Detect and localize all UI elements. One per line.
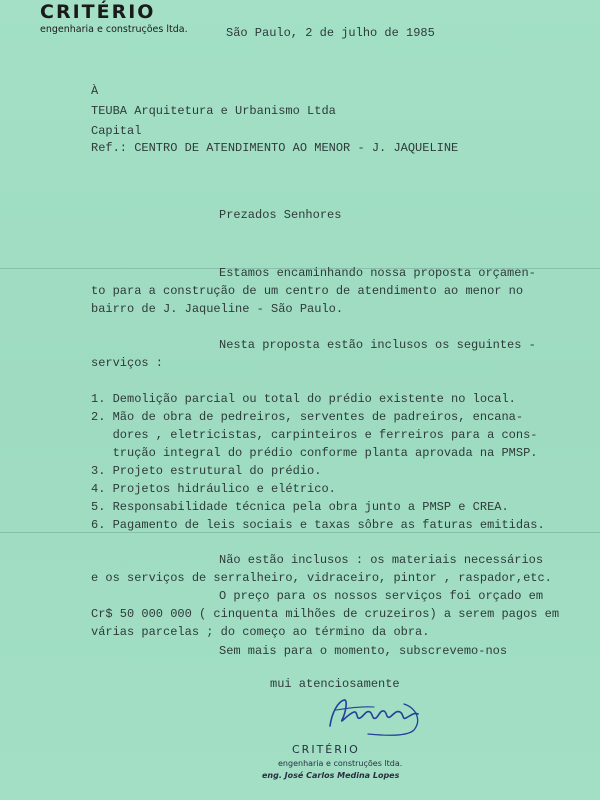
service-item: 2. Mão de obra de pedreiros, serventes de padreiros, encana- — [91, 410, 524, 424]
body-line: O preço para os nossos serviços foi orçado em — [219, 589, 544, 603]
body-line: Estamos encaminhando nossa proposta orçamen- — [219, 266, 536, 280]
fold-line — [0, 532, 600, 533]
service-item: 6. Pagamento de leis sociais e taxas sôbre as faturas emitidas. — [91, 518, 545, 532]
signature-company-name: CRITÉRIO — [292, 743, 360, 756]
signature-company-subtitle: engenharia e construções ltda. — [278, 759, 403, 768]
body-line: serviços : — [91, 356, 164, 370]
body-line: Não estão inclusos : os materiais necessários — [219, 553, 544, 567]
recipient-company: TEUBA Arquitetura e Urbanismo Ltda — [91, 104, 336, 118]
body-line: Nesta proposta estão inclusos os seguintes - — [219, 338, 536, 352]
service-item: 5. Responsabilidade técnica pela obra junto a PMSP e CREA. — [91, 500, 509, 514]
complimentary-close: mui atenciosamente — [270, 677, 400, 691]
salutation: Prezados Senhores — [219, 208, 342, 222]
recipient-city: Capital — [91, 124, 142, 138]
letterhead-company-subtitle: engenharia e construções ltda. — [40, 24, 188, 35]
body-line: bairro de J. Jaqueline - São Paulo. — [91, 302, 344, 316]
recipient-to: À — [91, 84, 99, 98]
body-line: Cr$ 50 000 000 ( cinquenta milhões de cruzeiros) a serem pagos em — [91, 607, 560, 621]
letterhead-company-name: CRITÉRIO — [40, 1, 156, 23]
service-item: trução integral do prédio conforme planta aprovada na PMSP. — [91, 446, 538, 460]
date-line: São Paulo, 2 de julho de 1985 — [226, 26, 435, 40]
signature-engineer-name: eng. José Carlos Medina Lopes — [262, 771, 400, 780]
service-item: 3. Projeto estrutural do prédio. — [91, 464, 322, 478]
handwritten-signature — [318, 690, 428, 738]
service-item: 1. Demolição parcial ou total do prédio existente no local. — [91, 392, 516, 406]
service-item: 4. Projetos hidráulico e elétrico. — [91, 482, 336, 496]
body-line: várias parcelas ; do começo ao término da obra. — [91, 625, 430, 639]
body-line: e os serviços de serralheiro, vidraceiro, pintor , raspador,etc. — [91, 571, 552, 585]
body-line: to para a construção de um centro de atendimento ao menor no — [91, 284, 524, 298]
closing-line: Sem mais para o momento, subscrevemo-nos — [219, 644, 508, 658]
reference-line: Ref.: CENTRO DE ATENDIMENTO AO MENOR - J. JAQUELINE — [91, 141, 459, 155]
service-item: dores , eletricistas, carpinteiros e ferreiros para a cons- — [91, 428, 538, 442]
